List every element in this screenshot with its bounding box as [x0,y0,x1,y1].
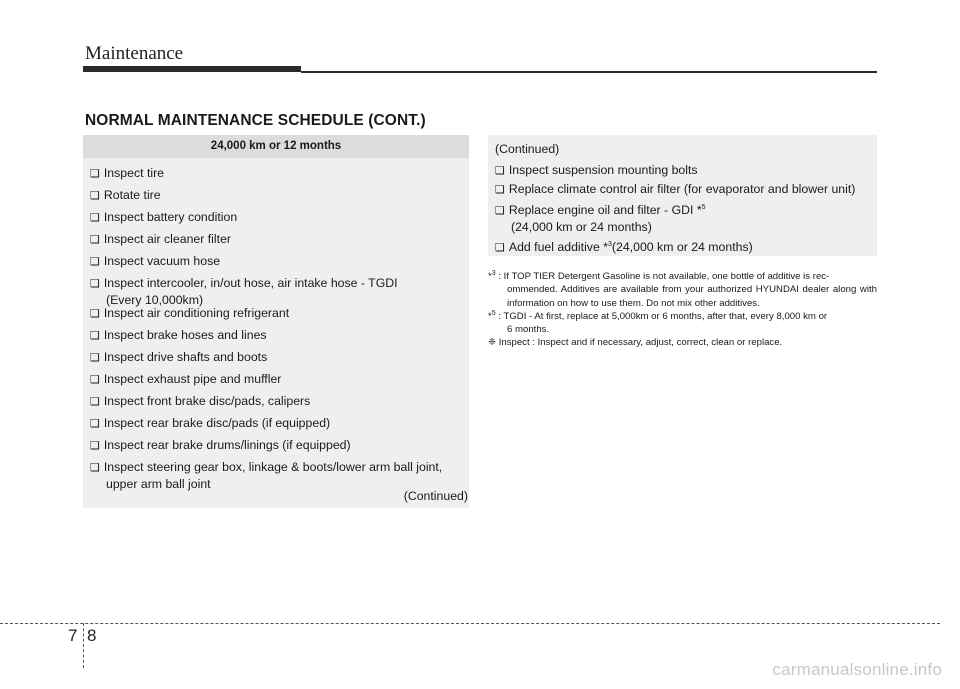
checkbox-icon: ❑ [90,373,100,386]
checkbox-icon: ❑ [90,167,100,180]
checkbox-icon: ❑ [90,277,100,290]
list-item: ❑ Inspect tire [90,166,165,180]
list-item: ❑ Inspect battery condition [90,210,238,224]
list-item: ❑ Inspect intercooler, in/out hose, air intake hose - TGDI (Every 10,000km) [90,276,398,307]
header-bar-thick [83,66,301,72]
checkbox-icon: ❑ [90,417,100,430]
list-item: ❑ Replace engine oil and filter - GDI *$^5$ (24,000 km or 24 months) [495,203,706,234]
list-item: ❑ Rotate tire [90,188,161,202]
list-item: ❑ Inspect exhaust pipe and muffler [90,372,282,386]
right-schedule-panel [488,135,877,256]
list-item: ❑ Add fuel additive *$^3$(24,000 km or 24 months) [495,240,753,254]
checkbox-icon: ❑ [90,439,100,452]
list-item: ❑ Inspect rear brake drums/linings (if equipped) [90,438,351,452]
footnote-ref: 3 [608,240,612,248]
list-item: ❑ Inspect vacuum hose [90,254,221,268]
list-item: ❑ Inspect air cleaner filter [90,232,231,246]
list-item: ❑ Inspect brake hoses and lines [90,328,267,342]
section-number: 7 [68,626,78,645]
watermark: carmanualsonline.info [772,660,942,679]
list-item: ❑ Replace climate control air filter (for evaporator and blower unit) [495,182,856,196]
checkbox-icon: ❑ [90,255,100,268]
checkbox-icon: ❑ [90,211,100,224]
inspect-note: ❈ Inspect : Inspect and if necessary, adjust, correct, clean or replace. [488,337,783,349]
list-item: ❑ Inspect steering gear box, linkage & boots/lower arm ball joint, upper arm ball joint [90,460,443,491]
footnotes [488,270,877,350]
footer-divider [0,623,940,624]
footnote-5: *$^5$ : TGDI - At first, replace at 5,000km or 6 months, after that, every 8,000 km or 6 months. [488,309,828,336]
footnote-3: *$^3$ : If TOP TIER Detergent Gasoline is not available, one bottle of additive is rec- ommended. Additives are available from your authorized HYUNDAI dealer along with information on how to use them. Do not mix other additives. [488,269,877,309]
continued-label-right: (Continued) [495,142,560,156]
page-number: 8 [87,626,97,645]
checkbox-icon: ❑ [90,351,100,364]
list-item: ❑ Inspect drive shafts and boots [90,350,268,364]
checkbox-icon: ❑ [90,395,100,408]
checkbox-icon: ❑ [495,183,505,196]
list-item: ❑ Inspect air conditioning refrigerant [90,306,290,320]
checkbox-icon: ❑ [495,164,505,177]
checkbox-icon: ❑ [495,241,505,254]
left-panel-title: 24,000 km or 12 months [83,135,469,158]
list-item: ❑ Inspect rear brake disc/pads (if equipped) [90,416,331,430]
checkbox-icon: ❑ [90,461,100,474]
continued-label-left: (Continued) [403,489,468,503]
checkbox-icon: ❑ [90,233,100,246]
header-bar-thin [301,71,877,73]
checkbox-icon: ❑ [90,329,100,342]
checkbox-icon: ❑ [90,189,100,202]
section-title: Maintenance [85,43,184,64]
checkbox-icon: ❑ [90,307,100,320]
list-item: ❑ Inspect suspension mounting bolts [495,163,698,177]
list-item: ❑ Inspect front brake disc/pads, calipers [90,394,311,408]
checkbox-icon: ❑ [495,204,505,217]
left-schedule-panel [83,135,469,508]
page-heading: NORMAL MAINTENANCE SCHEDULE (CONT.) [85,112,426,129]
footer-vertical-divider [83,623,84,668]
footnote-ref: 5 [701,203,706,211]
